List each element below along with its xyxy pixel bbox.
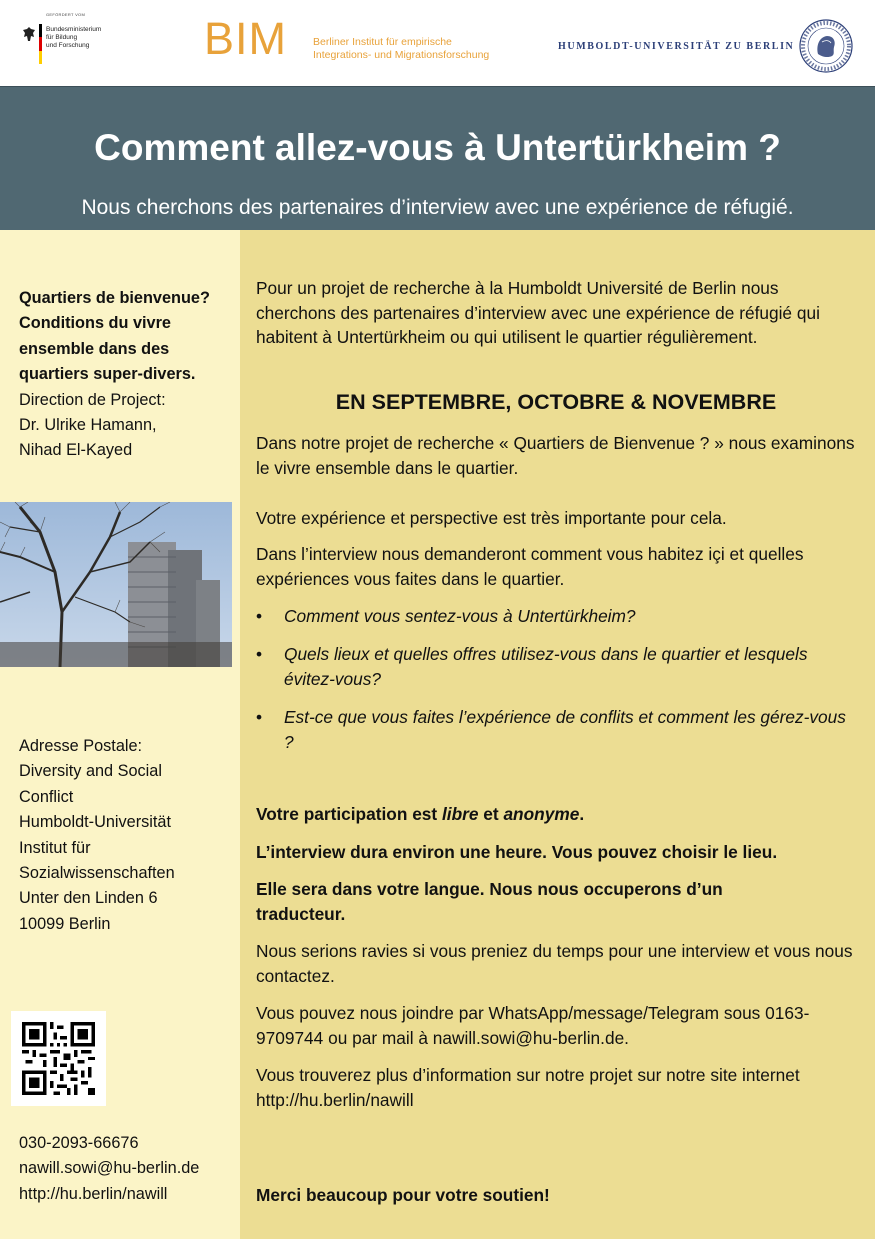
page-subtitle: Nous cherchons des partenaires d’interview avec une expérience de réfugié.: [81, 196, 794, 219]
address-line: Humboldt-Universität: [19, 813, 172, 832]
address-line: 10099 Berlin: [19, 914, 111, 933]
bullet-icon: •: [256, 606, 263, 626]
address-line: Adresse Postale:: [19, 737, 143, 755]
question-item: Est-ce que vous faites l’expérience de conflits et comment les gérez-vous ?: [284, 707, 846, 752]
direction-label: Direction de Project:: [19, 390, 166, 409]
qr-code-icon: [22, 1022, 95, 1095]
question-item: Comment vous sentez-vous à Untertürkheim?: [284, 606, 636, 626]
address-line: Sozialwissenschaften: [19, 864, 175, 883]
postal-address: [19, 734, 175, 937]
bmbf-name: Bundesministerium für Bildung und Forschung: [46, 26, 102, 49]
email-link[interactable]: nawill.sowi@hu-berlin.de: [19, 1159, 200, 1178]
contact-paragraph: Vous pouvez nous joindre par WhatsApp/message/Telegram sous 0163-9709744 ou par mail à nawill.sowi@hu-berlin.de.: [256, 1003, 810, 1048]
project-info: [19, 286, 210, 464]
address-line: Diversity and Social: [19, 762, 162, 781]
website-link[interactable]: http://hu.berlin/nawill: [19, 1184, 168, 1203]
more-info-paragraph: Vous trouverez plus d’information sur notre projet sur notre site internet http://hu.berlin/nawill: [256, 1065, 800, 1110]
bim-logo: BIM: [204, 13, 288, 64]
building-photo: [0, 502, 232, 667]
page-title: Comment allez-vous à Untertürkheim ?: [94, 127, 781, 168]
bim-institute-name: Berliner Institut für empirische Integrations- und Migrationsforschung: [313, 36, 490, 61]
address-line: Conflict: [19, 787, 74, 806]
project-title-line: quartiers super-divers.: [19, 365, 196, 384]
german-flag-icon: [39, 24, 42, 64]
bullet-icon: •: [256, 707, 263, 727]
contact-info: [19, 1131, 199, 1207]
question-item: Quels lieux et quelles offres utilisez-vous dans le quartier et lesquels évitez-vous?: [284, 644, 808, 689]
address-line: Unter den Linden 6: [19, 889, 158, 908]
director-name: Dr. Ulrike Hamann,: [19, 416, 157, 435]
language-line: Elle sera dans votre langue. Nous nous occuperons d’un traducteur.: [256, 879, 723, 924]
thanks-line: Merci beaucoup pour votre soutien!: [256, 1185, 550, 1205]
intro-paragraph: Pour un projet de recherche à la Humboldt Université de Berlin nous cherchons des partenaires d’interview avec une expérience de réfugié qui habitent à Untertürkheim ou qui utilisent le quartier régulièrement.: [256, 278, 820, 347]
participation-free: libre: [441, 804, 479, 824]
hu-seal-icon: [798, 18, 854, 74]
duration-line: L’interview dura environ une heure. Vous pouvez choisir le lieu.: [256, 842, 778, 862]
logo-header: [0, 0, 875, 86]
eagle-icon: [22, 26, 36, 42]
dates-heading: EN SEPTEMBRE, OCTOBRE & NOVEMBRE: [335, 390, 777, 414]
interview-paragraph: Dans l’interview nous demanderont comment vous habitez içi et quelles expériences vous faites dans le quartier.: [256, 544, 804, 589]
phone-number: 030-2093-66676: [19, 1134, 139, 1152]
bmbf-logo: [22, 12, 102, 72]
participation-text: Votre participation est: [256, 804, 442, 824]
bullet-icon: •: [256, 644, 263, 664]
project-title-line: Conditions du vivre: [19, 314, 171, 333]
project-paragraph: Dans notre projet de recherche « Quartiers de Bienvenue ? » nous examinons le vivre ensemble dans le quartier.: [256, 433, 855, 478]
invite-paragraph: Nous serions ravies si vous preniez du temps pour une interview et vous nous contactez.: [256, 941, 853, 986]
title-band: [0, 86, 875, 231]
importance-paragraph: Votre expérience et perspective est très importante pour cela.: [256, 508, 727, 528]
hu-name: HUMBOLDT-UNIVERSITÄT ZU BERLIN: [558, 41, 795, 52]
participation-text: et: [478, 804, 504, 824]
participation-text: .: [579, 804, 585, 824]
qr-code[interactable]: [11, 1011, 106, 1106]
participation-line: [256, 802, 860, 827]
address-line: Institut für: [19, 838, 91, 857]
director-name: Nihad El-Kayed: [19, 441, 133, 460]
bmbf-funded-label: GEFÖRDERT VOM: [46, 12, 86, 17]
participation-anonymous: anonyme: [503, 804, 580, 824]
project-title-line: Quartiers de bienvenue?: [19, 289, 210, 307]
project-title-line: ensemble dans des: [19, 339, 170, 358]
